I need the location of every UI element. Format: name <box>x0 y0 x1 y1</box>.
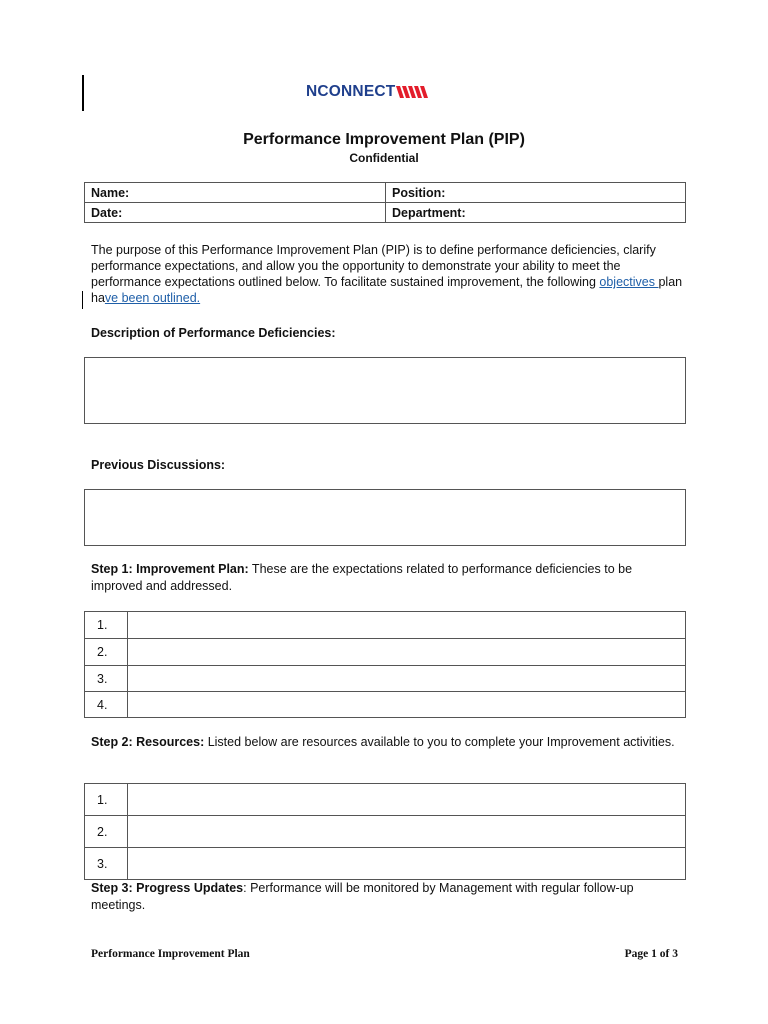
previous-discussions-heading: Previous Discussions: <box>91 458 226 472</box>
logo-text: NCONNECT <box>306 83 396 100</box>
step3-text: : Performance will be monitored by Management with regular follow-up meetings. <box>91 881 634 912</box>
improvement-row-cell[interactable] <box>128 666 686 692</box>
improvement-row-cell[interactable] <box>128 612 686 639</box>
department-field[interactable] <box>386 203 686 223</box>
outlined-link[interactable]: ve been outlined. <box>104 291 201 305</box>
improvement-row-cell[interactable] <box>128 692 686 718</box>
footer-page-number: Page 1 of 3 <box>624 948 678 960</box>
step1-description <box>91 561 679 595</box>
company-logo <box>306 82 430 102</box>
footer-document-title: Performance Improvement Plan <box>91 948 250 960</box>
deficiencies-heading: Description of Performance Deficiencies: <box>91 326 336 340</box>
row-number: 2. <box>85 639 128 666</box>
step2-text: Listed below are resources available to you to complete your Improvement activities. <box>204 735 675 749</box>
logo-stripes-icon <box>396 86 430 98</box>
step3-description <box>91 880 679 914</box>
objectives-link[interactable]: objectives <box>599 275 659 289</box>
row-number: 1. <box>85 612 128 639</box>
page-subtitle: Confidential <box>349 151 419 165</box>
date-label: Date: <box>91 205 123 220</box>
row-number: 4. <box>85 692 128 718</box>
improvement-plan-table <box>84 611 686 718</box>
row-number: 2. <box>85 816 128 848</box>
change-bar <box>82 75 84 111</box>
improvement-row-cell[interactable] <box>128 639 686 666</box>
previous-discussions-box[interactable] <box>84 489 686 546</box>
employee-info-table <box>84 182 686 223</box>
position-field[interactable] <box>386 183 686 203</box>
row-number: 3. <box>85 848 128 880</box>
intro-text: The purpose of this Performance Improvement Plan (PIP) is to define performance deficiencies, clarify performance expectations, and allow you the opportunity to demonstrate your ability to meet the performance expectations outlined below. To facilitate sustained improvement, the following <box>91 243 656 289</box>
position-label: Position: <box>392 185 446 200</box>
name-label: Name: <box>91 185 130 200</box>
row-number: 3. <box>85 666 128 692</box>
resource-row-cell[interactable] <box>128 848 686 880</box>
intro-mid-text: plan ha <box>91 275 683 305</box>
step2-label: Step 2: Resources: <box>91 735 205 749</box>
step2-description <box>91 734 679 751</box>
name-field[interactable] <box>85 183 386 203</box>
change-bar <box>82 291 83 309</box>
deficiencies-box[interactable] <box>84 357 686 424</box>
page-title: Performance Improvement Plan (PIP) <box>243 131 525 148</box>
date-field[interactable] <box>85 203 386 223</box>
step1-text: These are the expectations related to performance deficiencies to be improved and addressed. <box>91 562 633 593</box>
step1-label: Step 1: Improvement Plan: <box>91 562 249 576</box>
resources-table <box>84 783 686 880</box>
row-number: 1. <box>85 784 128 816</box>
step3-label: Step 3: Progress Updates <box>91 881 244 895</box>
resource-row-cell[interactable] <box>128 784 686 816</box>
department-label: Department: <box>392 205 466 220</box>
resource-row-cell[interactable] <box>128 816 686 848</box>
intro-paragraph <box>91 242 687 306</box>
